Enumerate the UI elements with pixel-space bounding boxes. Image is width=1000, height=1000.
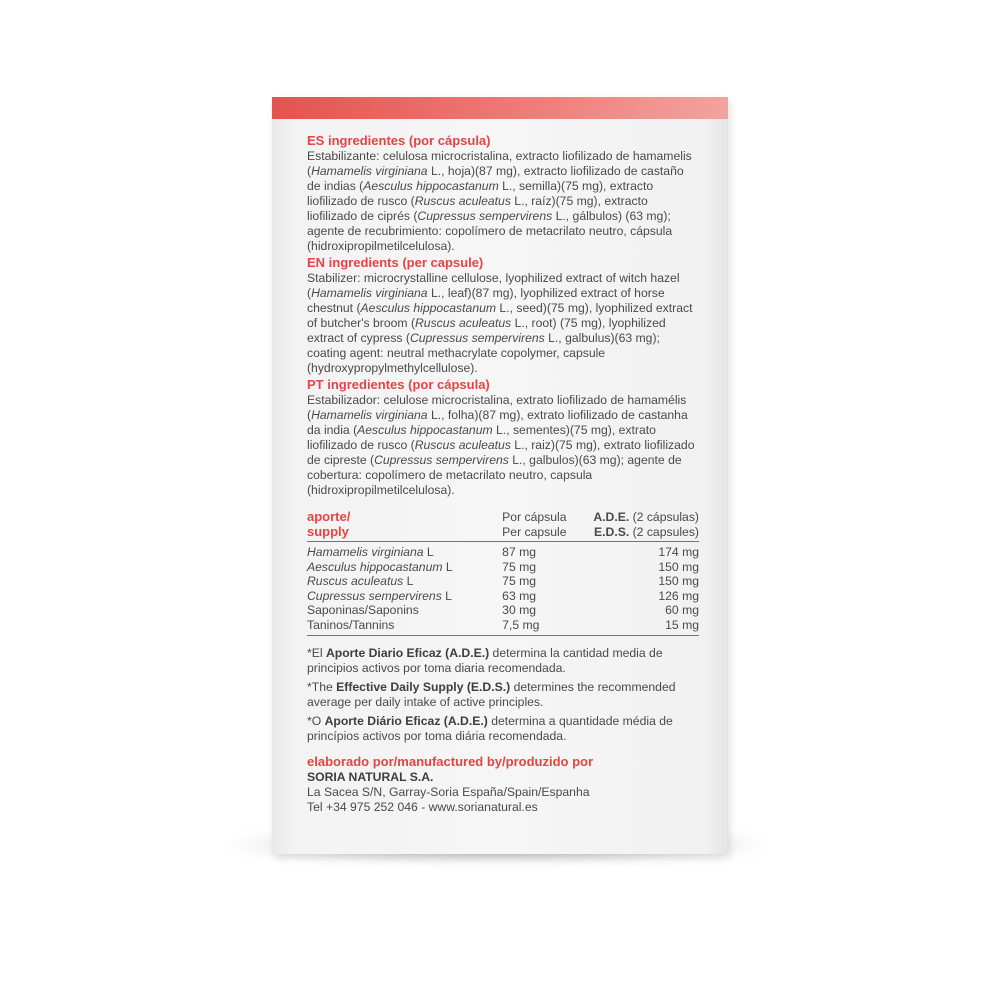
supply-per-capsule-value: 75 mg <box>502 559 537 574</box>
supply-per-capsule-value: 30 mg <box>502 603 537 617</box>
red-top-band <box>272 97 728 119</box>
en-ingredients: Stabilizer: microcrystalline cellulose, lyophilized extract of witch hazel (Hamamelis virginiana L., leaf)(87 mg), lyophilized extract of horse chestnut (Aesculus hippocastanum L., seed)(75 mg), lyophilized extract of butcher's broom (Ruscus aculeatus L., root) (75 mg), lyophilized extract of cypress (Cupressus sempervirens L., galbulus)(63 mg); coating agent: neutral methacrylate copolymer, capsule (hydroxypropylmethylcellulose). <box>307 271 693 375</box>
supply-ingredient-name: Ruscus aculeatus L <box>307 574 414 588</box>
supply-daily-value: 150 mg <box>658 574 699 588</box>
manufacturer-heading: elaborado por/manufactured by/produzido por <box>307 754 594 769</box>
footnotes <box>307 646 699 744</box>
supply-row <box>307 603 699 618</box>
label-content <box>307 133 699 815</box>
supply-row <box>307 618 699 636</box>
supply-ingredient-name: Aesculus hippocastanum L <box>307 559 453 574</box>
supply-ingredient-name: Hamamelis virginiana L <box>307 545 434 559</box>
supply-per-capsule-value: 75 mg <box>502 574 537 588</box>
company-contact: Tel +34 975 252 046 - www.sorianatural.es <box>307 800 538 814</box>
per-capsule-header: Por cápsula Per capsule <box>472 510 579 542</box>
product-box-back <box>272 97 728 854</box>
supply-daily-value: 60 mg <box>665 603 699 617</box>
supply-table-header <box>307 510 699 542</box>
supply-ingredient-name: Saponinas/Saponins <box>307 603 419 617</box>
supply-row <box>307 560 699 575</box>
daily-supply-header: A.D.E. (2 cápsulas) E.D.S. (2 capsules) <box>579 510 699 542</box>
supply-per-capsule-value: 63 mg <box>502 588 537 603</box>
supply-row <box>307 574 699 589</box>
supply-ingredient-name: Taninos/Tannins <box>307 618 472 636</box>
footnote-en: *The Effective Daily Supply (E.D.S.) determines the recommended average per daily intake of active principles. <box>307 680 676 709</box>
es-ingredients: Estabilizante: celulosa microcristalina, extracto liofilizado de hamamelis (Hamamelis virginiana L., hoja)(87 mg), extracto liofilizado de castaño de indias (Aesculus hippocastanum L., semilla)(75 mg), extracto liofilizado de rusco (Ruscus aculeatus L., raíz)(75 mg), extracto liofilizado de ciprés (Cupressus sempervirens L., gálbulos) (63 mg); agente de recubrimiento: copolímero de metacrilato neutro, cápsula (hidroxipropilmetilcelulosa). <box>307 149 692 253</box>
supply-daily-value: 174 mg <box>658 545 699 559</box>
supply-row <box>307 542 699 560</box>
supply-per-capsule-value: 87 mg <box>502 545 537 559</box>
supply-per-capsule-value: 7,5 mg <box>472 618 579 636</box>
en-heading: EN ingredients (per capsule) <box>307 255 484 270</box>
company-name: SORIA NATURAL S.A. <box>307 770 434 784</box>
footnote-es: *El Aporte Diario Eficaz (A.D.E.) determina la cantidad media de principios activos por toma diaria recomendada. <box>307 646 663 675</box>
company-address: La Sacea S/N, Garray-Soria España/Spain/Espanha <box>307 785 590 799</box>
supply-ingredient-name: Cupressus sempervirens L <box>307 588 452 603</box>
es-heading: ES ingredientes (por cápsula) <box>307 133 491 148</box>
supply-daily-value: 15 mg <box>579 618 699 636</box>
pt-heading: PT ingredientes (por cápsula) <box>307 377 490 392</box>
supply-row <box>307 589 699 604</box>
pt-ingredients: Estabilizador: celulose microcristalina, extrato liofilizado de hamamélis (Hamamelis virginiana L., folha)(87 mg), extrato liofilizado de castanha da india (Aesculus hippocastanum L., sementes)(75 mg), extrato liofilizado de rusco (Ruscus aculeatus L., raiz)(75 mg), extrato liofilizado de cipreste (Cupressus sempervirens L., galbulos)(63 mg); agente de cobertura: copolímero de metacrilato neutro, capsula (hidroxipropilmetilcelulosa). <box>307 393 695 497</box>
footnote-pt: *O Aporte Diário Eficaz (A.D.E.) determina a quantidade média de princípios activos por toma diária recomendada. <box>307 714 673 743</box>
manufacturer-block <box>307 754 699 815</box>
supply-heading: aporte/ supply <box>307 510 472 542</box>
supply-table <box>307 510 699 636</box>
supply-daily-value: 150 mg <box>658 559 699 574</box>
supply-daily-value: 126 mg <box>658 588 699 603</box>
